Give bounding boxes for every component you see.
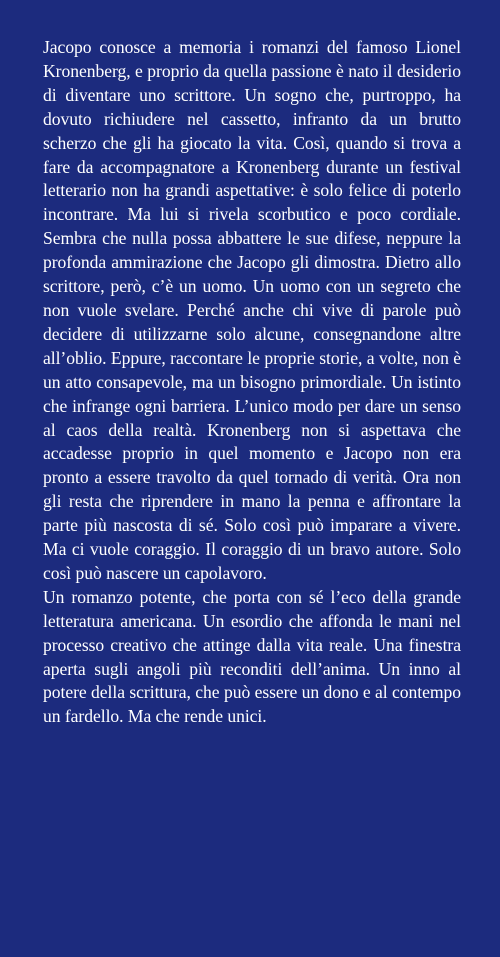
blurb-text	[43, 36, 461, 729]
blurb-paragraph-review: Un romanzo potente, che porta con sé l’eco della grande letteratura americana. Un esordio che affonda le mani nel processo creativo che attinge dalla vita reale. Una finestra aperta sugli angoli più reconditi dell’anima. Un inno al potere della scrittura, che può essere un dono e al contempo un fardello. Ma che rende unici.	[43, 586, 461, 727]
blurb-paragraph-synopsis: Jacopo conosce a memoria i romanzi del famoso Lionel Kronenberg, e proprio da quella passione è nato il desiderio di diventare uno scrittore. Un sogno che, purtroppo, ha dovuto richiudere nel cassetto, infranto da un brutto scherzo che gli ha giocato la vita. Così, quando si trova a fare da accompagnatore a Kronenberg durante un festival letterario non ha grandi aspettative: è solo felice di poterlo incontrare. Ma lui si rivela scorbutico e poco cordiale. Sembra che nulla possa abbattere le sue difese, neppure la profonda ammirazione che Jacopo gli dimostra. Dietro allo scrittore, però, c’è un uomo. Un uomo con un segreto che non vuole svelare. Perché anche chi vive di parole può decidere di utilizzarne solo alcune, consegnandone altre all’oblio. Eppure, raccontare le proprie storie, a volte, non è un atto consapevole, ma un bisogno primordiale. Un istinto che infrange ogni barriera. L’unico modo per dare un senso al caos della realtà. Kronenberg non si aspettava che accadesse proprio in quel momento e Jacopo non era pronto a essere travolto da quel tornado di verità. Ora non gli resta che riprendere in mano la penna e affrontare la parte più nascosta di sé. Solo così può imparare a vivere. Ma ci vuole coraggio. Il coraggio di un bravo autore. Solo così può nascere un capolavoro.	[43, 37, 461, 583]
